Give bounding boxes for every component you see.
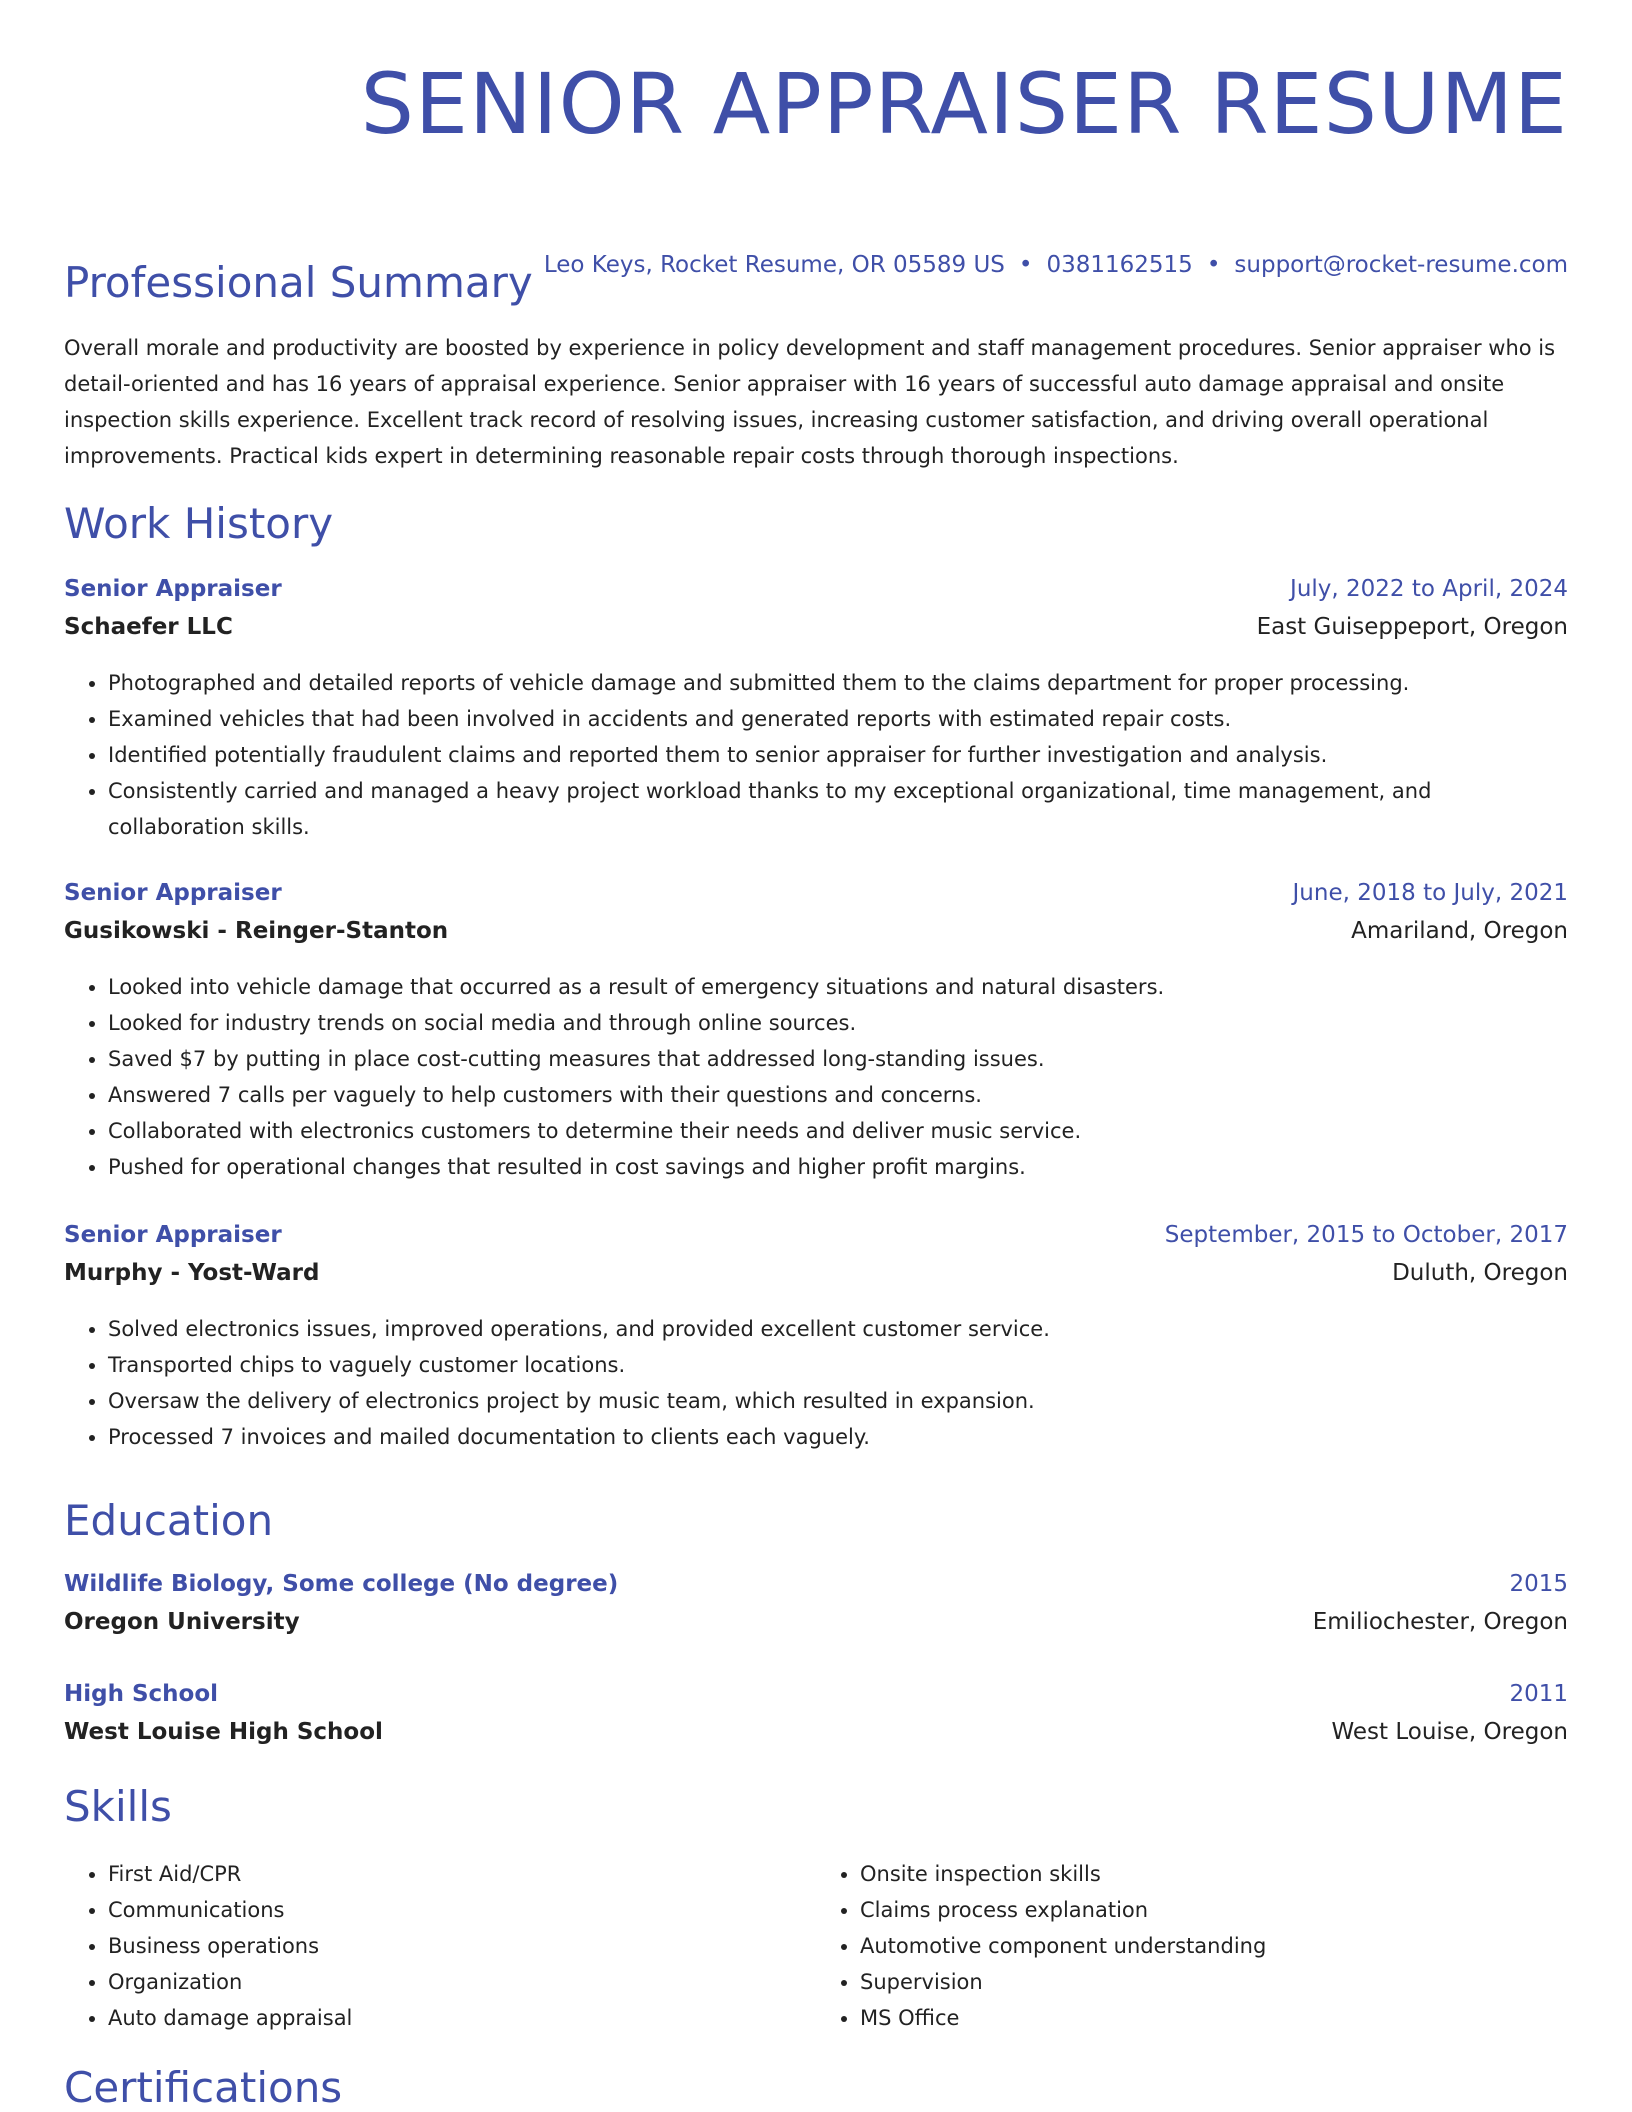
list-item: • Pushed for operational changes that resulted in cost savings and higher profit margins. bbox=[108, 1149, 1568, 1185]
skill-item: • MS Office bbox=[860, 2000, 1568, 2036]
list-item: • Transported chips to vaguely customer locations. bbox=[108, 1347, 1568, 1383]
list-item: • Looked for industry trends on social media and through online sources. bbox=[108, 1005, 1568, 1041]
job-company: Murphy - Yost-Ward bbox=[64, 1260, 320, 1286]
skill-item: • Communications bbox=[108, 1892, 816, 1928]
job-title: Senior Appraiser bbox=[64, 576, 282, 602]
contact-separator: • bbox=[1018, 252, 1033, 278]
job-dates: June, 2018 to July, 2021 bbox=[1292, 880, 1568, 906]
skills-column-left bbox=[64, 1856, 816, 2036]
summary-text: Overall morale and productivity are boosted by experience in policy development and staff management procedures. Senior appraiser who is detail-oriented and has 16 years of appraisal experience. Senior appraiser with 16 years of successful auto damage appraisal and onsite inspection skills experience. Excellent track record of resolving issues, increasing customer satisfaction, and driving overall operational improvements. Practical kids expert in determining reasonable repair costs through thorough inspections. bbox=[64, 336, 1556, 468]
list-item: • Oversaw the delivery of electronics project by music team, which resulted in expansion. bbox=[108, 1383, 1568, 1419]
job-company: Gusikowski - Reinger-Stanton bbox=[64, 918, 449, 944]
job-header bbox=[64, 576, 1568, 602]
job-bullets bbox=[64, 1311, 1568, 1455]
job-subheader bbox=[64, 1260, 1568, 1286]
skill-item: • Auto damage appraisal bbox=[108, 2000, 816, 2036]
list-item: • Identified potentially fraudulent claims and reported them to senior appraiser for further investigation and analysis. bbox=[108, 737, 1568, 773]
list-item: • Processed 7 invoices and mailed documentation to clients each vaguely. bbox=[108, 1419, 1568, 1455]
contact-email[interactable]: support@rocket-resume.com bbox=[1234, 252, 1568, 278]
list-item: • Answered 7 calls per vaguely to help customers with their questions and concerns. bbox=[108, 1077, 1568, 1113]
job-bullets bbox=[64, 969, 1568, 1185]
contact-line bbox=[544, 252, 1568, 278]
skills-column-right bbox=[816, 1856, 1568, 2036]
education-location: Emiliochester, Oregon bbox=[1312, 1609, 1568, 1635]
skill-item: • Organization bbox=[108, 1964, 816, 2000]
education-school: Oregon University bbox=[64, 1609, 300, 1635]
contact-phone: 0381162515 bbox=[1046, 252, 1193, 278]
list-item: • Collaborated with electronics customers to determine their needs and deliver music service. bbox=[108, 1113, 1568, 1149]
skill-item: • Claims process explanation bbox=[860, 1892, 1568, 1928]
contact-address: Leo Keys, Rocket Resume, OR 05589 US bbox=[543, 252, 1005, 278]
education-degree: High School bbox=[64, 1681, 219, 1707]
job-dates: July, 2022 to April, 2024 bbox=[1290, 576, 1568, 602]
list-item: • Saved $7 by putting in place cost-cutting measures that addressed long-standing issues. bbox=[108, 1041, 1568, 1077]
education-degree: Wildlife Biology, Some college (No degree) bbox=[64, 1571, 619, 1597]
education-heading: Education bbox=[64, 1496, 274, 1545]
job-company: Schaefer LLC bbox=[64, 614, 233, 640]
job-header bbox=[64, 1222, 1568, 1248]
contact-separator: • bbox=[1206, 252, 1221, 278]
education-header bbox=[64, 1571, 1568, 1597]
list-item: • Examined vehicles that had been involved in accidents and generated reports with estimated repair costs. bbox=[108, 701, 1568, 737]
certifications-heading: Certifications bbox=[64, 2063, 343, 2112]
summary-heading: Professional Summary bbox=[64, 258, 533, 307]
education-year: 2015 bbox=[1509, 1571, 1568, 1597]
skill-item: • Business operations bbox=[108, 1928, 816, 1964]
skill-item: • First Aid/CPR bbox=[108, 1856, 816, 1892]
work-history-heading: Work History bbox=[64, 499, 334, 548]
skill-item: • Automotive component understanding bbox=[860, 1928, 1568, 1964]
job-dates: September, 2015 to October, 2017 bbox=[1164, 1222, 1568, 1248]
job-title: Senior Appraiser bbox=[64, 1222, 282, 1248]
skill-item: • Onsite inspection skills bbox=[860, 1856, 1568, 1892]
skills-list bbox=[64, 1856, 1568, 2036]
job-header bbox=[64, 880, 1568, 906]
education-header bbox=[64, 1681, 1568, 1707]
education-location: West Louise, Oregon bbox=[1331, 1719, 1568, 1745]
job-title: Senior Appraiser bbox=[64, 880, 282, 906]
job-subheader bbox=[64, 918, 1568, 944]
list-item: • Consistently carried and managed a heavy project workload thanks to my exceptional organizational, time management, and collaboration skills. bbox=[108, 773, 1568, 845]
resume-title: SENIOR APPRAISER RESUME bbox=[360, 55, 1568, 153]
job-subheader bbox=[64, 614, 1568, 640]
list-item: • Looked into vehicle damage that occurred as a result of emergency situations and natural disasters. bbox=[108, 969, 1568, 1005]
job-location: East Guiseppeport, Oregon bbox=[1256, 614, 1568, 640]
education-school: West Louise High School bbox=[64, 1719, 383, 1745]
education-subheader bbox=[64, 1609, 1568, 1635]
skills-heading: Skills bbox=[64, 1782, 172, 1831]
job-location: Duluth, Oregon bbox=[1392, 1260, 1568, 1286]
education-subheader bbox=[64, 1719, 1568, 1745]
education-year: 2011 bbox=[1509, 1681, 1568, 1707]
list-item: • Photographed and detailed reports of vehicle damage and submitted them to the claims department for proper processing. bbox=[108, 665, 1568, 701]
job-bullets bbox=[64, 665, 1568, 845]
skill-item: • Supervision bbox=[860, 1964, 1568, 2000]
job-location: Amariland, Oregon bbox=[1351, 918, 1568, 944]
list-item: • Solved electronics issues, improved operations, and provided excellent customer service. bbox=[108, 1311, 1568, 1347]
